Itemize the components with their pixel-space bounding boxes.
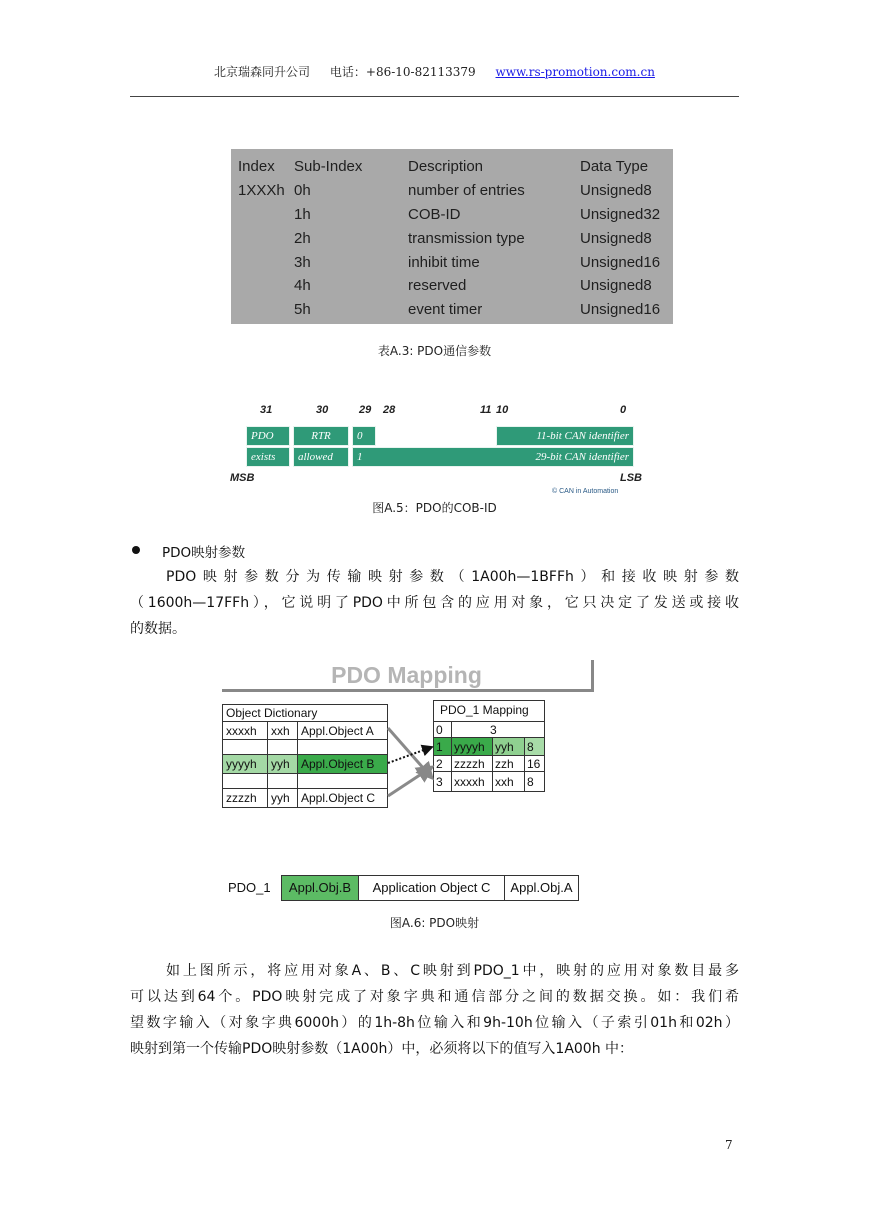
- table-cell: xxxxh: [452, 772, 493, 791]
- table-cell: yyh: [268, 789, 298, 807]
- bit-number: 28: [383, 404, 396, 416]
- pdo1-segment-b: Appl.Obj.B: [281, 875, 359, 901]
- table-cell: zzzzh: [452, 756, 493, 771]
- table-cell: yyh: [493, 738, 525, 755]
- table-row: [223, 774, 387, 789]
- table-row: [223, 722, 387, 740]
- table-cell: Unsigned8: [580, 277, 652, 294]
- table-cell: 4h: [294, 277, 311, 294]
- bit-number: 29: [359, 404, 372, 416]
- paragraph-line: PDO映射参数分为传输映射参数（1A00h—1BFFh）和接收映射参数: [166, 569, 739, 585]
- table-row-highlighted: [223, 755, 387, 774]
- table-cell: Unsigned16: [580, 301, 661, 318]
- table-row: [223, 789, 387, 807]
- table-cell: 1XXXh: [238, 182, 285, 199]
- paragraph-mapping-intro: [130, 564, 739, 642]
- table-cell: zzh: [493, 756, 525, 771]
- table-row: [434, 755, 544, 771]
- table-cell: 5h: [294, 301, 311, 318]
- table-cell: inhibit time: [408, 254, 480, 271]
- paragraph-line: 可以达到64个。PDO映射完成了对象字典和通信部分之间的数据交换。如：我们希: [130, 989, 739, 1005]
- table-cell: 0h: [294, 182, 311, 199]
- paragraph-line: 映射到第一个传输PDO映射参数（1A00h）中，必须将以下的值写入1A00h 中：: [130, 1041, 634, 1057]
- table-cell: event timer: [408, 301, 483, 318]
- table-cell: xxxxh: [223, 722, 268, 739]
- object-dictionary-table: [222, 704, 388, 808]
- table-cell: 1h: [294, 206, 311, 223]
- table-header-description: Description: [408, 158, 484, 175]
- can29-id-label: 29-bit CAN identifier: [535, 451, 629, 463]
- table-header-index: Index: [238, 158, 275, 175]
- table-cell: 3h: [294, 254, 311, 271]
- table-header-subindex: Sub-Index: [294, 158, 363, 175]
- table-cell: Unsigned8: [580, 182, 652, 199]
- table-cell: yyh: [268, 755, 298, 773]
- figure-a5-caption: 图A.5：PDO的COB-ID: [372, 501, 497, 515]
- rtr-allowed-box: allowed: [293, 447, 349, 467]
- mapping-table-title: PDO_1 Mapping: [440, 703, 529, 717]
- paragraph-mapping-example: [130, 958, 739, 1062]
- table-cell: xxh: [268, 722, 298, 739]
- table-cell: Unsigned16: [580, 254, 661, 271]
- table-header-datatype: Data Type: [580, 158, 649, 175]
- table-cell: zzzzh: [223, 789, 268, 807]
- header-divider: [130, 96, 739, 97]
- paragraph-line: 如上图所示，将应用对象A、B、C映射到PDO_1中，映射的应用对象数目最多: [166, 963, 739, 979]
- table-cell: transmission type: [408, 230, 525, 247]
- table-cell: 2: [434, 756, 452, 771]
- table-cell: 0: [434, 722, 452, 737]
- frame-bit-box: 0: [352, 426, 376, 446]
- table-cell: yyyyh: [223, 755, 268, 773]
- bit-number: 10: [496, 404, 509, 416]
- table-cell: 2h: [294, 230, 311, 247]
- pdo1-mapping-table: [433, 700, 545, 792]
- table-cell: 8: [525, 738, 544, 755]
- table-cell: 16: [527, 756, 541, 771]
- table-cell: Appl.Object A: [301, 723, 374, 738]
- paragraph-line: 的数据。: [130, 621, 186, 637]
- header-website-link[interactable]: www.rs-promotion.com.cn: [495, 65, 655, 79]
- page-number: 7: [725, 1138, 733, 1152]
- object-dictionary-title: Object Dictionary: [223, 705, 387, 722]
- cia-copyright: © CAN in Automation: [552, 488, 619, 495]
- table-cell: 3: [490, 722, 497, 737]
- table-row: [434, 771, 544, 791]
- rtr-bit-box: RTR: [293, 426, 349, 446]
- header-phone: 电话：+86-10-82113379: [329, 65, 476, 79]
- table-cell: [268, 774, 298, 788]
- table-cell: yyyyh: [452, 738, 493, 755]
- table-cell: 8: [527, 774, 534, 789]
- table-row-highlighted: [434, 737, 544, 755]
- table-cell: Appl.Object C: [301, 791, 376, 805]
- paragraph-line: 望数字输入（对象字典6000h）的1h-8h位输入和9h-10h位输入（子索引01h和02h）: [130, 1015, 739, 1031]
- paragraph-line: （1600h—17FFh），它说明了PDO中所包含的应用对象，它只决定了发送或接收: [130, 595, 739, 611]
- msb-label: MSB: [230, 472, 255, 484]
- pdo1-label: PDO_1: [228, 880, 271, 895]
- can29-id-box: [352, 447, 634, 467]
- pdo1-segment-c: Application Object C: [358, 875, 505, 901]
- table-cell: Appl.Object B: [298, 755, 387, 773]
- can11-id-box: 11-bit CAN identifier: [496, 426, 634, 446]
- table-cell: [223, 774, 268, 788]
- table-a3-caption: 表A.3: PDO通信参数: [377, 344, 492, 358]
- table-cell: Unsigned32: [580, 206, 661, 223]
- pdo-exists-box: exists: [246, 447, 290, 467]
- table-cell: 1: [434, 738, 452, 755]
- bit-number: 31: [260, 404, 273, 416]
- figure-a6-caption: 图A.6: PDO映射: [389, 916, 480, 930]
- section-heading: PDO映射参数: [162, 545, 246, 561]
- table-cell: number of entries: [408, 182, 525, 199]
- frame-bit-value: 1: [357, 451, 363, 463]
- cob-id-figure: [228, 404, 648, 499]
- pdo-bit-box: PDO: [246, 426, 290, 446]
- table-row: [223, 740, 387, 755]
- table-cell: COB-ID: [408, 206, 461, 223]
- pdo1-segment-a: Appl.Obj.A: [504, 875, 579, 901]
- table-cell: [268, 740, 298, 754]
- table-cell: Unsigned8: [580, 230, 652, 247]
- header-company: 北京瑞森同升公司: [214, 65, 311, 79]
- table-row: [434, 721, 544, 737]
- bullet-icon: [132, 546, 140, 554]
- table-cell: xxh: [493, 772, 525, 791]
- page-header: [0, 63, 869, 80]
- table-cell: reserved: [408, 277, 467, 294]
- table-cell: [223, 740, 268, 754]
- arrow-c-to-slot2: [388, 767, 432, 796]
- bit-number: 30: [316, 404, 329, 416]
- bit-number: 11: [480, 404, 492, 416]
- pdo-mapping-title: PDO Mapping: [222, 660, 594, 692]
- bit-number: 0: [620, 404, 627, 416]
- pdo-communication-table: [231, 149, 673, 324]
- lsb-label: LSB: [620, 472, 642, 484]
- mapping-arrows: [380, 720, 440, 810]
- table-cell: 3: [434, 772, 452, 791]
